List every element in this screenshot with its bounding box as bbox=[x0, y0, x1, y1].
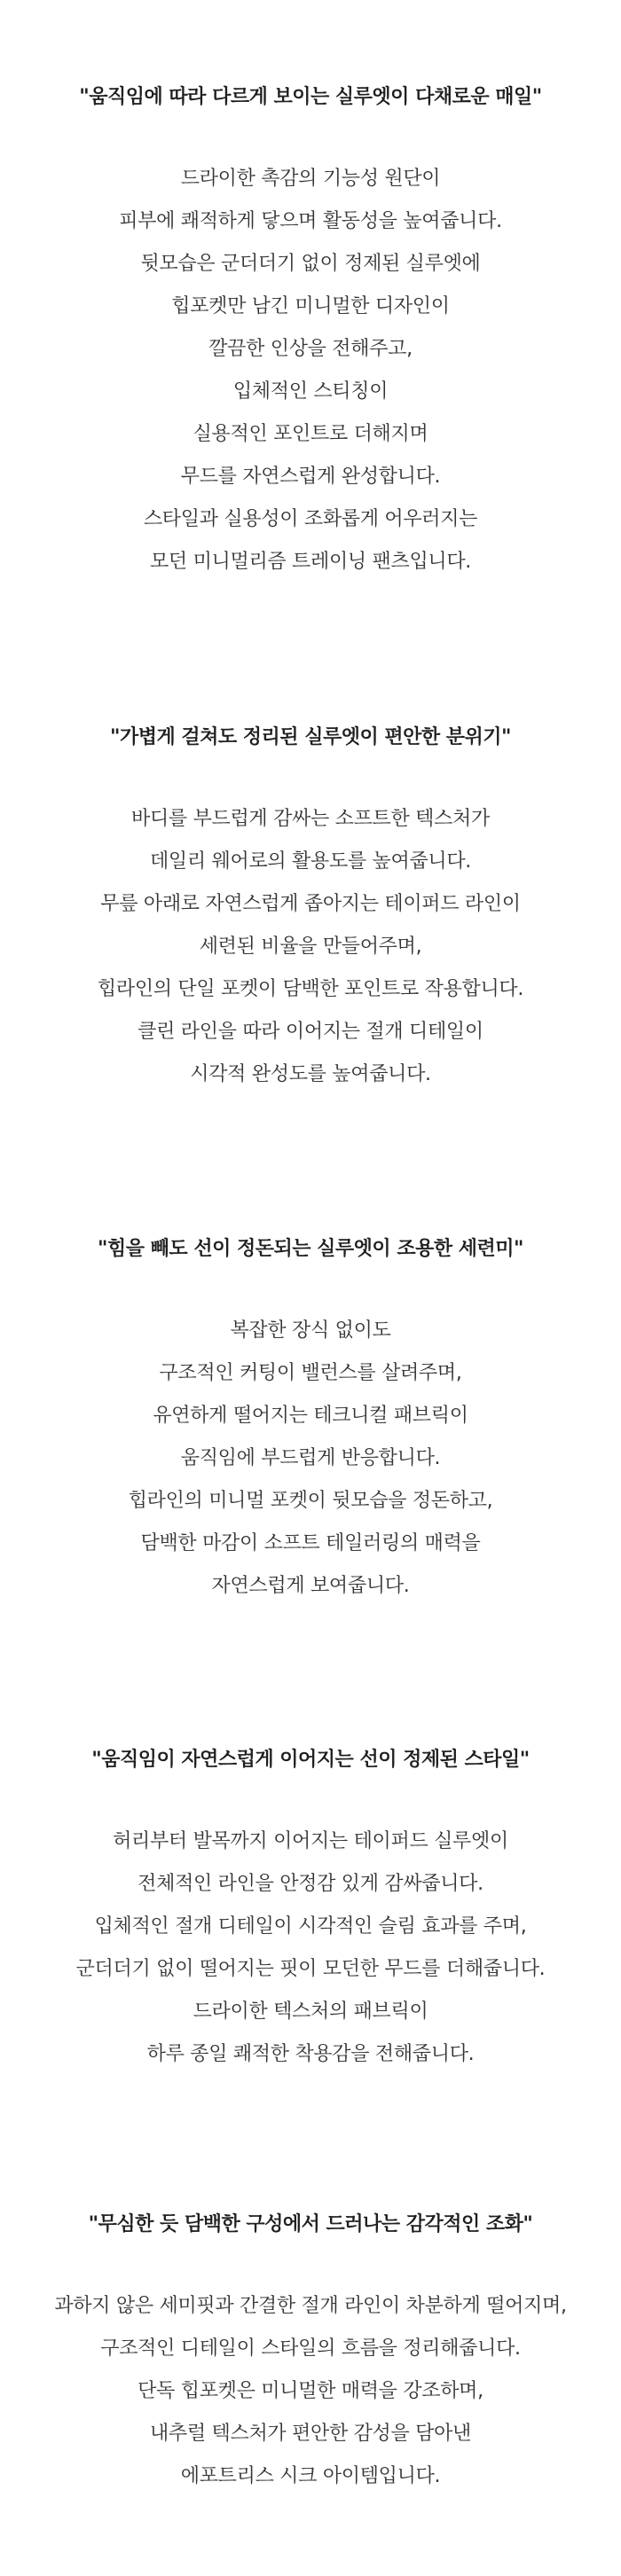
body-line: 군더더기 없이 떨어지는 핏이 모던한 무드를 더해줍니다. bbox=[75, 1958, 546, 1980]
section-headline: "가볍게 걸쳐도 정리된 실루엣이 편안한 분위기" bbox=[109, 726, 511, 748]
body-line: 뒷모습은 군더더기 없이 정제된 실루엣에 bbox=[140, 253, 481, 275]
description-section-4 bbox=[0, 1747, 621, 2076]
body-line: 힙라인의 미니멀 포켓이 뒷모습을 정돈하고, bbox=[128, 1490, 493, 1512]
body-line: 클린 라인을 따라 이어지는 절개 디테일이 bbox=[138, 1021, 483, 1043]
description-section-3 bbox=[0, 1236, 621, 1608]
body-line: 단독 힙포켓은 미니멀한 매력을 강조하며, bbox=[138, 2380, 483, 2402]
description-section-5 bbox=[0, 2212, 621, 2498]
section-body bbox=[0, 1310, 621, 1608]
description-section-1 bbox=[0, 84, 621, 583]
body-line: 움직임에 부드럽게 반응합니다. bbox=[180, 1447, 441, 1469]
body-line: 피부에 쾌적하게 닿으며 활동성을 높여줍니다. bbox=[119, 210, 502, 232]
section-body bbox=[0, 1820, 621, 2076]
body-line: 내추럴 텍스처가 편안한 감성을 담아낸 bbox=[149, 2423, 471, 2445]
body-line: 허리부터 발목까지 이어지는 테이퍼드 실루엣이 bbox=[113, 1830, 508, 1852]
body-line: 깔끔한 인상을 전해주고, bbox=[208, 338, 413, 360]
section-headline: "무심한 듯 담백한 구성에서 드러나는 감각적인 조화" bbox=[88, 2213, 533, 2235]
body-line: 입체적인 절개 디테일이 시각적인 슬림 효과를 주며, bbox=[94, 1915, 527, 1938]
body-line: 힙포켓만 남긴 미니멀한 디자인이 bbox=[171, 295, 450, 317]
body-line: 자연스럽게 보여줍니다. bbox=[211, 1575, 410, 1597]
body-line: 스타일과 실용성이 조화롭게 어우러지는 bbox=[143, 508, 478, 530]
section-body bbox=[0, 158, 621, 583]
body-line: 모던 미니멀리즘 트레이닝 팬츠입니다. bbox=[149, 551, 471, 573]
body-line: 힙라인의 단일 포켓이 담백한 포인트로 작용합니다. bbox=[97, 978, 524, 1000]
body-line: 담백한 마감이 소프트 테일러링의 매력을 bbox=[140, 1532, 481, 1554]
body-line: 드라이한 텍스처의 패브릭이 bbox=[193, 2001, 428, 2023]
section-headline: "움직임에 따라 다르게 보이는 실루엣이 다채로운 매일" bbox=[79, 86, 542, 108]
body-line: 과하지 않은 세미핏과 간결한 절개 라인이 차분하게 떨어지며, bbox=[54, 2295, 567, 2317]
body-line: 바디를 부드럽게 감싸는 소프트한 텍스처가 bbox=[131, 808, 490, 830]
body-line: 구조적인 디테일이 스타일의 흐름을 정리해줍니다. bbox=[100, 2337, 521, 2360]
body-line: 에포트리스 시크 아이템입니다. bbox=[180, 2465, 441, 2487]
body-line: 입체적인 스티칭이 bbox=[232, 380, 389, 403]
body-line: 전체적인 라인을 안정감 있게 감싸줍니다. bbox=[138, 1873, 483, 1895]
section-body bbox=[0, 2285, 621, 2498]
body-line: 무드를 자연스럽게 완성합니다. bbox=[180, 466, 441, 488]
body-line: 세련된 비율을 만들어주며, bbox=[199, 936, 422, 958]
body-line: 복잡한 장식 없이도 bbox=[230, 1319, 391, 1342]
section-body bbox=[0, 798, 621, 1096]
body-line: 무릎 아래로 자연스럽게 좁아지는 테이퍼드 라인이 bbox=[100, 893, 521, 915]
section-headline: "힘을 빼도 선이 정돈되는 실루엣이 조용한 세련미" bbox=[98, 1238, 523, 1260]
body-line: 실용적인 포인트로 더해지며 bbox=[193, 423, 428, 445]
section-headline: "움직임이 자연스럽게 이어지는 선이 정제된 스타일" bbox=[91, 1749, 530, 1771]
body-line: 구조적인 커팅이 밸런스를 살려주며, bbox=[159, 1362, 462, 1384]
body-line: 드라이한 촉감의 기능성 원단이 bbox=[180, 168, 441, 190]
description-section-2 bbox=[0, 724, 621, 1096]
body-line: 유연하게 떨어지는 테크니컬 패브릭이 bbox=[153, 1405, 468, 1427]
body-line: 하루 종일 쾌적한 착용감을 전해줍니다. bbox=[146, 2043, 475, 2065]
body-line: 데일리 웨어로의 활용도를 높여줍니다. bbox=[149, 850, 471, 873]
body-line: 시각적 완성도를 높여줍니다. bbox=[190, 1063, 431, 1085]
